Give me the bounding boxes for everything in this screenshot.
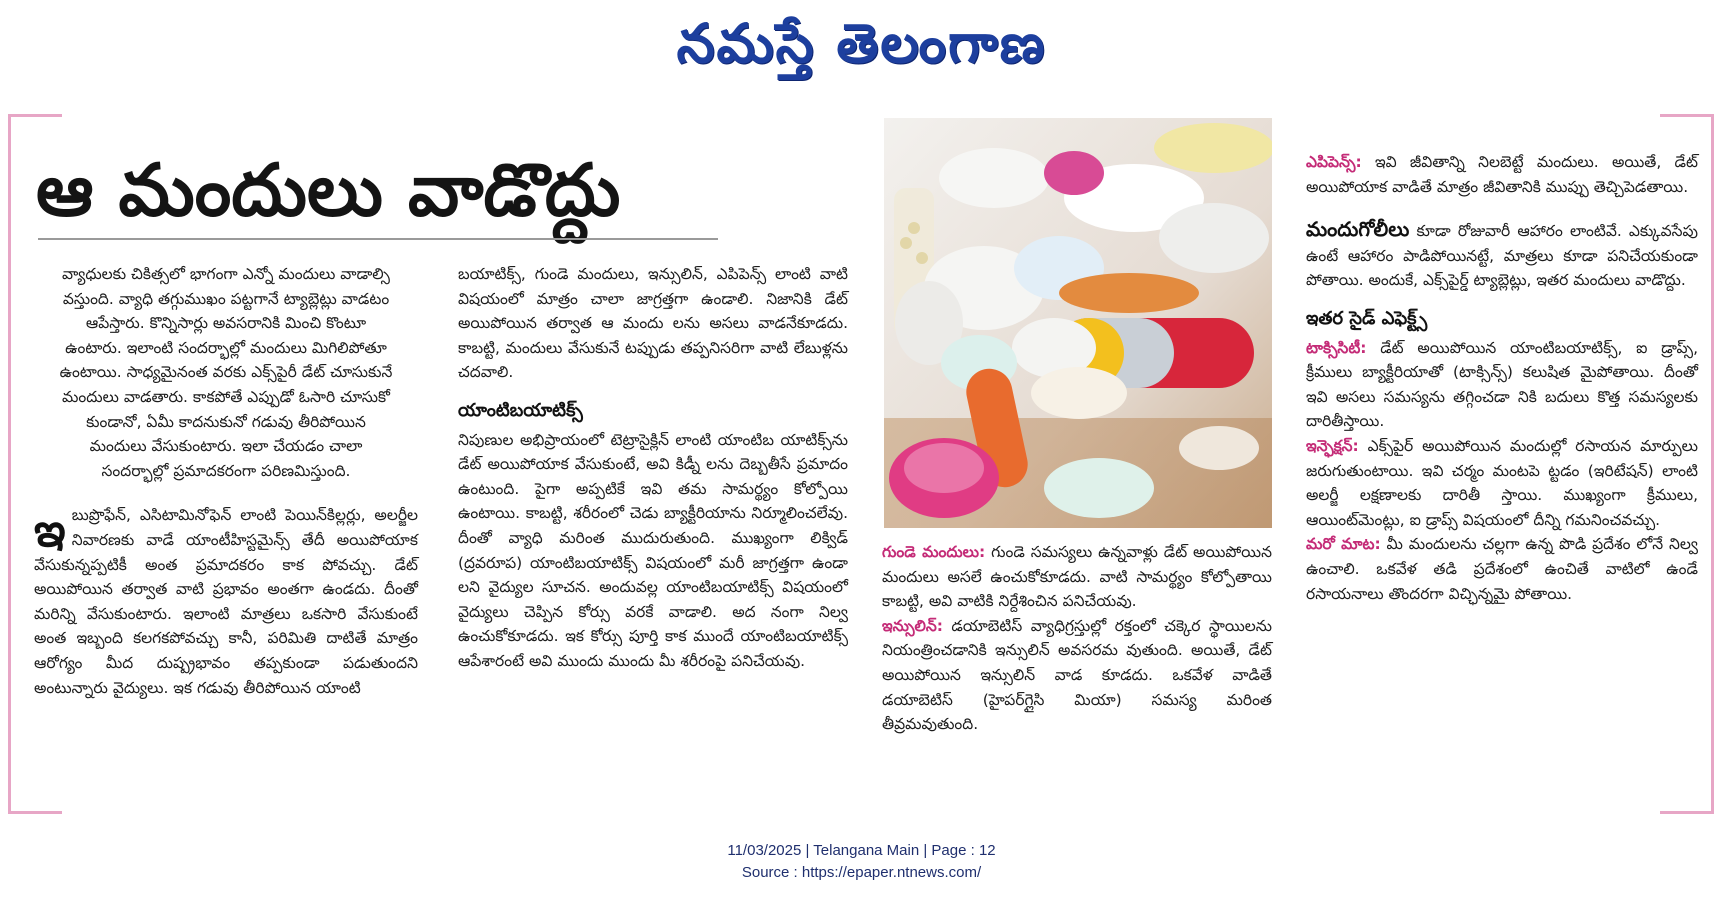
toxicity-text: డేట్ అయిపోయిన యాంటిబయాటిక్స్, ఐ డ్రాప్స్, క్రీములు బ్యాక్టీరియాతో (టాక్సిన్స్) కలుషిత మైపోతాయి. దీంతో ఇవి అసలు సమస్యను తగ్గించడా నికి బదులు కొత్త సమస్యలకు దారితీస్తాయి. [1306, 338, 1698, 431]
column-1 [34, 262, 418, 700]
body-text: బుప్రొఫేన్, ఎసిటామినోఫెన్ లాంటి పెయిన్‌కిల్లర్లు, అలర్జీల నివారణకు వాడే యాంటీహిస్టమైన్స్ తేదీ అయిపోయాక వేసుకున్నప్పటికీ అంత ప్రమాదకరం కాక పోవచ్చు. డేట్ అయిపోయిన తర్వాత వాటి ప్రభావం అంతగా ఉండదు. దీంతో మరిన్ని వేసుకుంటారు. ఇలాంటి మాత్రలు ఒకసారి వేసుకుంటే అంత ఇబ్బంది కలగకపోవచ్చు కానీ, పరిమితి దాటితే మాత్రం ఆరోగ్యం మీద దుష్ప్రభావం తప్పకుండా పడుతుందని అంటున్నారు వైద్యులు. ఇక గడువు తీరిపోయిన యాంటి [34, 506, 418, 697]
intro-line: వ్యాధులకు చికిత్సలో భాగంగా ఎన్నో మందులు వాడాల్సి [62, 265, 390, 283]
column-3 [882, 540, 1272, 737]
toxicity-paragraph [1306, 336, 1698, 434]
heart-medicine-paragraph [882, 540, 1272, 614]
pills-image [884, 118, 1272, 528]
frame-left-bottom [8, 811, 62, 814]
heart-medicine-label: గుండె మందులు: [882, 543, 986, 561]
subheading-antibiotics: యాంటిబయాటిక్స్ [458, 399, 583, 421]
infection-paragraph [1306, 434, 1698, 532]
column-2 [458, 262, 848, 674]
body-paragraph [34, 503, 418, 700]
intro-line: ఉంటారు. ఇలాంటి సందర్భాల్లో మందులు మిగిలిపోతూ [65, 338, 387, 357]
another-note-text: మీ మందులను చల్లగా ఉన్న పొడి ప్రదేశం లోనే నిల్వ ఉంచాలి. ఒకవేళ తడి ప్రదేశంలో ఉంచితే వాటిలో ఉండే రసాయనాలు తొందరగా విచ్ఛిన్నమై పోతాయి. [1306, 535, 1698, 603]
heart-medicine-text: గుండె సమస్యలు ఉన్నవాళ్లు డేట్ అయిపోయిన మందులు అసలే ఉంచుకోకూడదు. వాటి సామర్థ్యం కోల్పోతాయి కాబట్టి, అవి వాటికి నిర్దేశించిన పనిచేయవు. [882, 543, 1272, 611]
column-4 [1306, 150, 1698, 606]
frame-left-top [8, 114, 62, 117]
infection-text: ఎక్స్‌పైర్ అయిపోయిన మందుల్లో రసాయన మార్పులు జరుగుతుంటాయి. ఇవి చర్మం మంటపె ట్టడం (ఇరిటేషన్) లాంటి అలర్జీ లక్షణాలకు దారితీ స్తాయి. ముఖ్యంగా క్రీములు, ఆయింట్‌మెంట్లు, ఐ డ్రాప్స్ విషయంలో దీన్ని గమనించవచ్చు. [1306, 436, 1698, 529]
another-note-label: మరో మాట: [1306, 535, 1381, 554]
pills-text: కూడా రోజువారీ ఆహారం లాంటివే. ఎక్కువసేపు ఉంటే ఆహారం పాడిపోయినట్టే, మాత్రలు కూడా పనిచేయకుండా పోతాయి. అందుకే, ఎక్స్‌పైర్డ్ ట్యాబ్లెట్లు, ఇతర మందులు వాడొద్దు. [1306, 222, 1698, 290]
toxicity-label: టాక్సిసిటీ: [1306, 338, 1367, 357]
paragraph: బయాటిక్స్, గుండె మందులు, ఇన్సులిన్, ఎపిపెన్స్ లాంటి వాటి విషయంలో మాత్రం చాలా జాగ్రత్తగా ఉండాలి. నిజానికి డేట్ అయిపోయిన తర్వాత ఆ మందు లను అసలు వాడనేకూడదు. కాబట్టి, మందులు వేసుకునే టప్పుడు తప్పనిసరిగా వాటి లేబుళ్లను చదవాలి. [458, 265, 848, 382]
intro-line: ఉంటాయి. సాధ్యమైనంత వరకు ఎక్స్‌పైరీ డేట్ చూసుకునే [59, 363, 393, 382]
intro-paragraph [34, 262, 418, 483]
footer-date-line: 11/03/2025 | Telangana Main | Page : 12 [727, 842, 996, 859]
frame-right-top [1660, 114, 1714, 117]
dropcap: ఇ [34, 503, 66, 558]
insulin-text: డయాబెటిస్ వ్యాధిగ్రస్తుల్లో రక్తంలో చక్కెర స్థాయిలను నియంత్రించడానికి ఇన్సులిన్ అవసరమ వుతుంది. అయితే, డేట్ అయిపోయిన ఇన్సులిన్ వాడ కూడదు. ఒకవేళ వాడితే డయాబెటిస్ (హైపర్‌గ్లైసి మియా) సమస్య మరింత తీవ్రమవుతుంది. [882, 616, 1272, 734]
headline-rule [38, 238, 718, 240]
frame-left-side [8, 114, 11, 814]
intro-line: సందర్భాల్లో ప్రమాదకరంగా పరిణమిస్తుంది. [101, 461, 351, 480]
subheading-side-effects: ఇతర సైడ్ ఎఫెక్ట్స్ [1306, 307, 1428, 329]
infection-label: ఇన్ఫెక్షన్: [1306, 436, 1359, 455]
intro-line: కుండానో, ఏమీ కాదనుకునో గడువు తీరిపోయిన [86, 412, 366, 431]
intro-line: మందులు వాడతారు. కాకపోతే ఎప్పుడో ఓసారి చూసుకో [62, 387, 390, 406]
headline: ఆ మందులు వాడొద్దు [36, 148, 621, 232]
epipen-label: ఎపిపెన్స్: [1306, 153, 1362, 171]
frame-right-side [1711, 114, 1714, 814]
pills-paragraph [1306, 217, 1698, 293]
masthead-logo: నమస్తే తెలంగాణ [676, 11, 1047, 75]
insulin-paragraph [882, 614, 1272, 737]
another-note-paragraph [1306, 532, 1698, 606]
insulin-label: ఇన్సులిన్: [882, 616, 943, 635]
pills-lead: మందుగోలీలు [1306, 217, 1410, 242]
intro-line: ఆపేస్తారు. కొన్నిసార్లు అవసరానికి మించి కొంటూ [85, 314, 367, 333]
epipen-text: ఇవి జీవితాన్ని నిలబెట్టే మందులు. అయితే, డేట్ అయిపోయాక వాడితే మాత్రం జీవితానికి ముప్పు తెచ్చిపెడతాయి. [1306, 153, 1698, 196]
intro-line: వస్తుంది. వ్యాధి తగ్గుముఖం పట్టగానే ట్యాబ్లెట్లు వాడటం [62, 289, 390, 308]
pills-photo [884, 118, 1272, 528]
intro-line: మందులు వేసుకుంటారు. ఇలా చేయడం చాలా [89, 437, 363, 456]
frame-right-bottom [1660, 811, 1714, 814]
footer-source-line: Source : https://epaper.ntnews.com/ [741, 864, 982, 881]
paragraph: నిపుణుల అభిప్రాయంలో టెట్రాసైక్లిన్ లాంటి యాంటిబ యాటిక్స్‌ను డేట్ అయిపోయాక వేసుకుంటే, అవి కిడ్నీ లను దెబ్బతీసే ప్రమాదం ఉంటుంది. పైగా అప్పటికే ఇవి తమ సామర్థ్యం కోల్పోయి ఉంటాయి. కాబట్టి, శరీరంలో చెడు బ్యాక్టీరియాను నిర్మూలించలేవు. దీంతో వ్యాధి మరింత ముదురుతుంది. ముఖ్యంగా లిక్విడ్ (ద్రవరూప) యాంటిబయాటిక్స్ విషయంలో మరీ జాగ్రత్తగా ఉండా లని వైద్యుల సూచన. అందువల్ల యాంటిబయాటిక్స్ విషయంలో వైద్యులు చెప్పిన కోర్సు వరకే వాడాలి. అద నంగా నిల్వ ఉంచుకోకూడదు. ఇక కోర్సు పూర్తి కాక ముందే యాంటిబయాటిక్స్ ఆపేశారంటే అవి ముందు ముందు మీ శరీరంపై పనిచేయవు. [458, 430, 848, 670]
epipen-paragraph [1306, 150, 1698, 199]
